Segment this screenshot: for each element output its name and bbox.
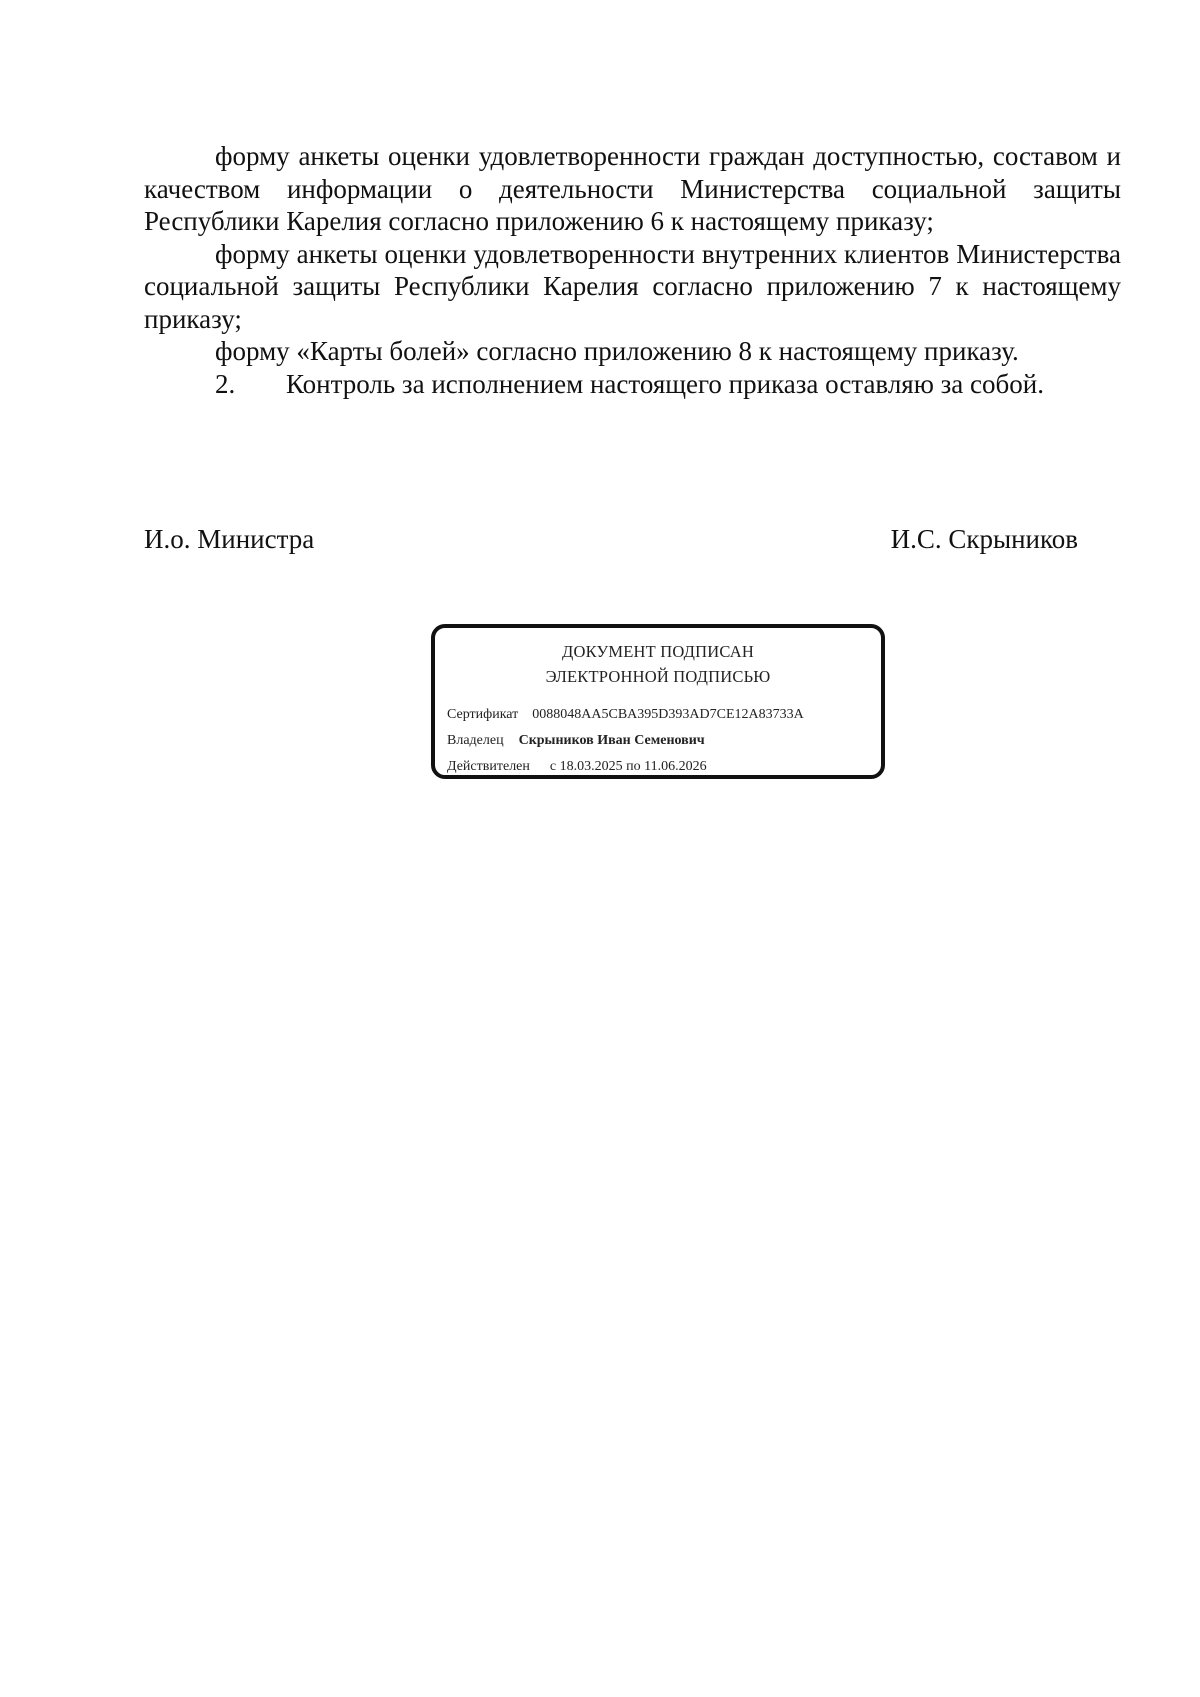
paragraph-appendix-8: форму «Карты болей» согласно приложению 8 к настоящему приказу. — [215, 336, 1019, 366]
stamp-validity-row — [447, 758, 707, 776]
owner-label: Владелец — [447, 733, 504, 748]
stamp-owner-row — [447, 732, 705, 750]
paragraph-appendix-7: форму анкеты оценки удовлетворенности внутренних клиентов Министерства социальной защиты Республики Карелия согласно приложению 7 к настоящему приказу; — [144, 238, 1121, 334]
certificate-label: Сертификат — [447, 707, 519, 722]
validity-label: Действителен — [447, 759, 530, 774]
signature-block — [144, 523, 1078, 555]
stamp-title-line-2: ЭЛЕКТРОННОЙ ПОДПИСЬЮ — [545, 667, 771, 686]
certificate-value: 0088048AA5CBA395D393AD7CE12A83733A — [532, 707, 804, 722]
signatory-name: И.С. Скрыников — [890, 524, 1078, 554]
document-body — [144, 140, 1121, 400]
item-text: Контроль за исполнением настоящего приказа оставляю за собой. — [286, 368, 1044, 399]
validity-value: с 18.03.2025 по 11.06.2026 — [549, 759, 707, 774]
stamp-certificate-row — [447, 706, 804, 724]
numbered-item-2 — [144, 368, 1121, 401]
electronic-signature-stamp — [431, 624, 885, 779]
stamp-title-line-1: ДОКУМЕНТ ПОДПИСАН — [562, 642, 754, 661]
signatory-position: И.о. Министра — [144, 524, 315, 554]
owner-value: Скрыников Иван Семенович — [518, 733, 705, 748]
stamp-title — [435, 639, 881, 689]
item-number: 2. — [215, 368, 236, 399]
paragraph-appendix-6: форму анкеты оценки удовлетворенности граждан доступностью, составом и качеством информации о деятельности Министерства социальной защиты Республики Карелия согласно приложению 6 к настоящему приказу; — [144, 141, 1121, 236]
